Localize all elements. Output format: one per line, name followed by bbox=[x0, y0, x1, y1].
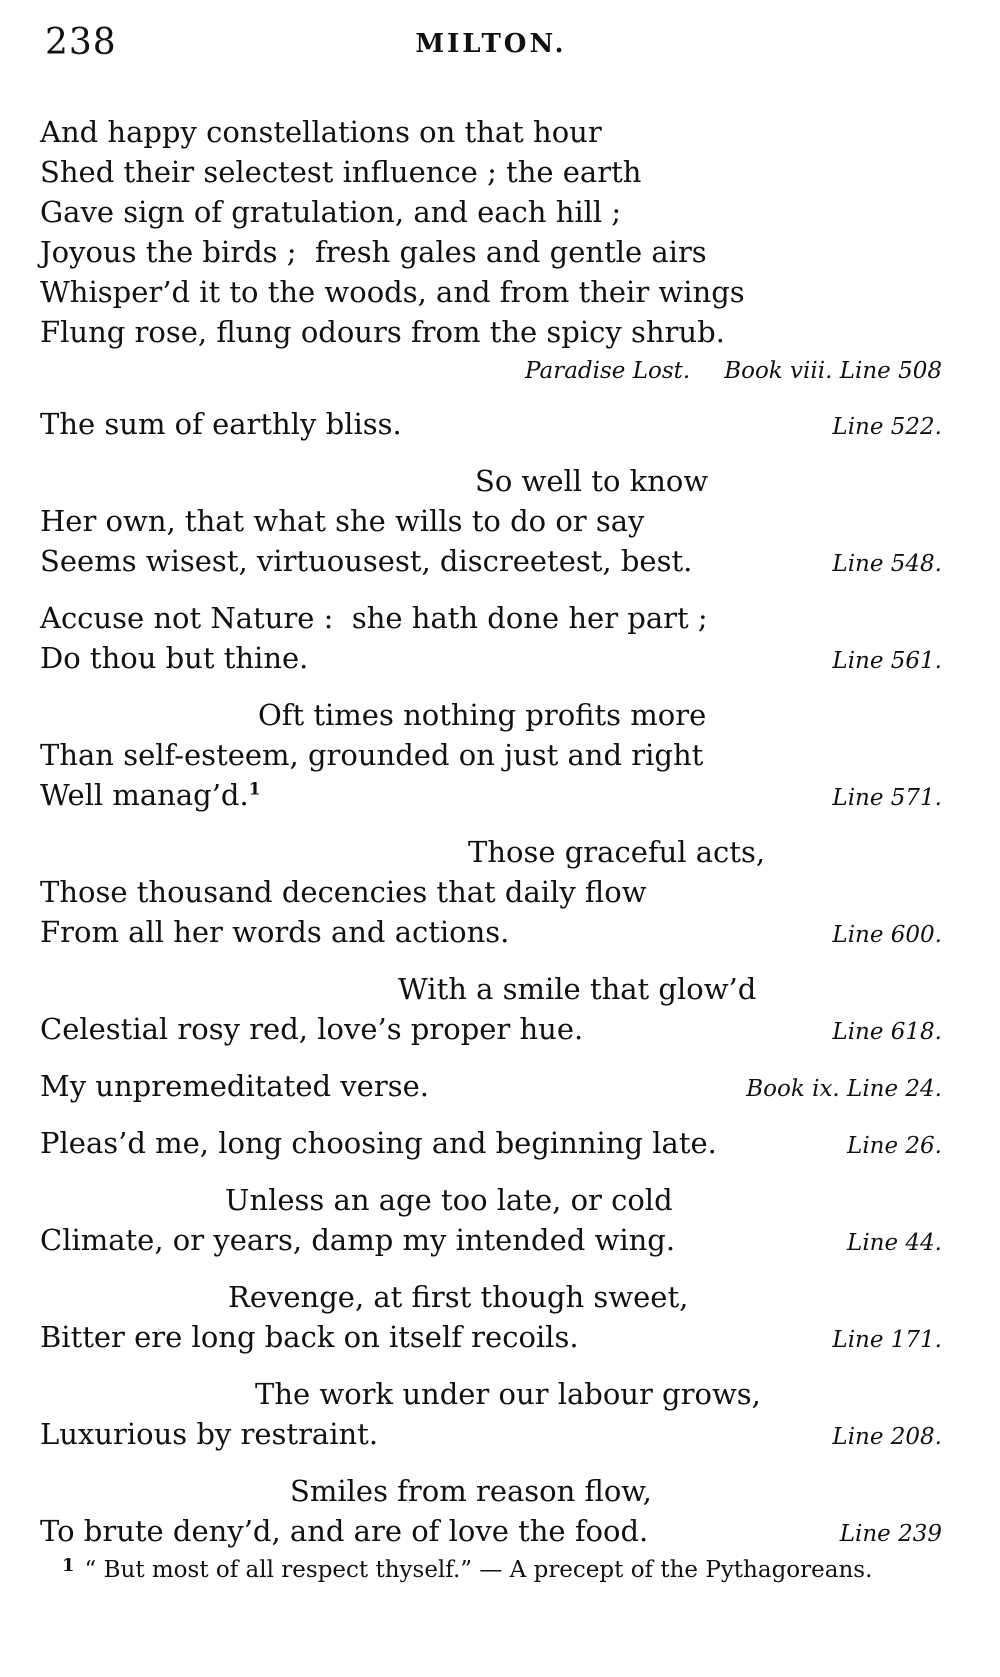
quote-block bbox=[40, 969, 942, 1052]
quote-line-row bbox=[40, 501, 942, 541]
quote-line-row bbox=[40, 1374, 942, 1414]
quote-block bbox=[40, 695, 942, 818]
quote-line-row bbox=[40, 541, 942, 584]
footnote-marker: 1 bbox=[62, 1555, 75, 1576]
running-title: MILTON. bbox=[415, 29, 567, 59]
quote-line-row bbox=[40, 598, 942, 638]
quote-line-text: With a smile that glow’d bbox=[398, 972, 757, 1006]
quote-block bbox=[40, 461, 942, 584]
quote-line-row bbox=[40, 1066, 942, 1109]
quote-line-row bbox=[40, 832, 942, 872]
line-reference: Line 561. bbox=[832, 648, 942, 674]
quote-line-row bbox=[40, 152, 942, 192]
quote-line-row bbox=[40, 272, 942, 312]
quote-line-text: Revenge, at first though sweet, bbox=[228, 1280, 689, 1314]
quote-line-row bbox=[40, 872, 942, 912]
attribution-line bbox=[40, 352, 942, 390]
line-reference: Line 44. bbox=[847, 1230, 942, 1256]
quote-line-text: Pleas’d me, long choosing and beginning late. bbox=[40, 1126, 717, 1160]
quote-block bbox=[40, 1471, 942, 1554]
quote-line-text: Than self-esteem, grounded on just and right bbox=[40, 738, 704, 772]
quote-line-text: Flung rose, flung odours from the spicy shrub. bbox=[40, 315, 725, 349]
quote-block bbox=[40, 1180, 942, 1263]
quote-line-text: Those graceful acts, bbox=[468, 835, 766, 869]
line-reference: Line 600. bbox=[832, 922, 942, 948]
quote-line-text: Unless an age too late, or cold bbox=[225, 1183, 673, 1217]
line-reference: Book ix. Line 24. bbox=[746, 1076, 942, 1102]
quote-line-text: Seems wisest, virtuousest, discreetest, best. bbox=[40, 544, 693, 578]
quote-line-text: Bitter ere long back on itself recoils. bbox=[40, 1320, 579, 1354]
quote-line-row bbox=[40, 1317, 942, 1360]
quote-line-row bbox=[40, 404, 942, 447]
quote-line-row bbox=[40, 1180, 942, 1220]
quote-line-row bbox=[40, 735, 942, 775]
quote-line-row bbox=[40, 112, 942, 152]
quote-line-text: My unpremeditated verse. bbox=[40, 1069, 429, 1103]
quote-line-text: And happy constellations on that hour bbox=[40, 115, 602, 149]
quote-line-text: So well to know bbox=[475, 464, 709, 498]
quote-line-row bbox=[40, 461, 942, 501]
quote-line-row bbox=[40, 1123, 942, 1166]
quote-line-text: Well manag’d.$^1$ bbox=[40, 778, 261, 812]
quote-line-row bbox=[40, 775, 942, 818]
quote-line-text: Celestial rosy red, love’s proper hue. bbox=[40, 1012, 584, 1046]
page-header bbox=[40, 22, 942, 68]
quote-line-text: The work under our labour grows, bbox=[255, 1377, 761, 1411]
quote-line-text: Whisper’d it to the woods, and from their wings bbox=[40, 275, 745, 309]
line-reference: Line 571. bbox=[832, 785, 942, 811]
footnote bbox=[62, 1551, 942, 1585]
quote-line-text: Those thousand decencies that daily flow bbox=[40, 875, 647, 909]
quote-line-row bbox=[40, 695, 942, 735]
quote-block bbox=[40, 1123, 942, 1166]
quote-line-text: Joyous the birds ; fresh gales and gentle airs bbox=[40, 235, 707, 269]
quote-line-text: Climate, or years, damp my intended wing. bbox=[40, 1223, 676, 1257]
quote-line-text: From all her words and actions. bbox=[40, 915, 510, 949]
line-reference: Line 548. bbox=[832, 551, 942, 577]
footnote-text: “ But most of all respect thyself.” — A precept of the Pythagoreans. bbox=[84, 1557, 873, 1583]
quote-line-row bbox=[40, 1220, 942, 1263]
quote-line-row bbox=[40, 1277, 942, 1317]
quote-block bbox=[40, 404, 942, 447]
page-number: 238 bbox=[45, 22, 117, 63]
quote-block bbox=[40, 1374, 942, 1457]
quote-line-text: Shed their selectest influence ; the earth bbox=[40, 155, 642, 189]
quote-line-row bbox=[40, 1511, 942, 1554]
quote-line-row bbox=[40, 232, 942, 272]
quote-line-row bbox=[40, 312, 942, 352]
quote-line-text: Her own, that what she wills to do or say bbox=[40, 504, 645, 538]
quote-line-row bbox=[40, 1471, 942, 1511]
quote-line-text: Accuse not Nature : she hath done her part ; bbox=[40, 601, 708, 635]
quote-line-row bbox=[40, 192, 942, 232]
line-reference: Line 618. bbox=[832, 1019, 942, 1045]
line-reference: Line 522. bbox=[832, 414, 942, 440]
quotes bbox=[40, 112, 942, 1554]
quote-line-text: Luxurious by restraint. bbox=[40, 1417, 379, 1451]
quote-line-row bbox=[40, 1414, 942, 1457]
line-reference: Line 239 bbox=[839, 1521, 942, 1547]
quote-line-row bbox=[40, 912, 942, 955]
quote-line-row bbox=[40, 969, 942, 1009]
quote-line-text: Oft times nothing profits more bbox=[258, 698, 707, 732]
line-reference: Book viii. Line 508 bbox=[724, 358, 942, 384]
quote-block bbox=[40, 832, 942, 955]
attribution-work-title: Paradise Lost. bbox=[525, 358, 691, 384]
quote-block bbox=[40, 1277, 942, 1360]
line-reference: Line 208. bbox=[832, 1424, 942, 1450]
line-reference: Line 171. bbox=[832, 1327, 942, 1353]
quote-block bbox=[40, 1066, 942, 1109]
quote-block bbox=[40, 598, 942, 681]
quote-line-text: Do thou but thine. bbox=[40, 641, 309, 675]
line-reference: Line 26. bbox=[847, 1133, 942, 1159]
quote-line-row bbox=[40, 638, 942, 681]
quote-block bbox=[40, 112, 942, 390]
quote-line-text: The sum of earthly bliss. bbox=[40, 407, 402, 441]
quote-line-text: To brute deny’d, and are of love the food. bbox=[40, 1514, 649, 1548]
footnote-reference-superscript: 1 bbox=[248, 779, 261, 800]
quote-line-text: Smiles from reason flow, bbox=[290, 1474, 652, 1508]
quote-line-text: Gave sign of gratulation, and each hill ; bbox=[40, 195, 622, 229]
quote-line-row bbox=[40, 1009, 942, 1052]
